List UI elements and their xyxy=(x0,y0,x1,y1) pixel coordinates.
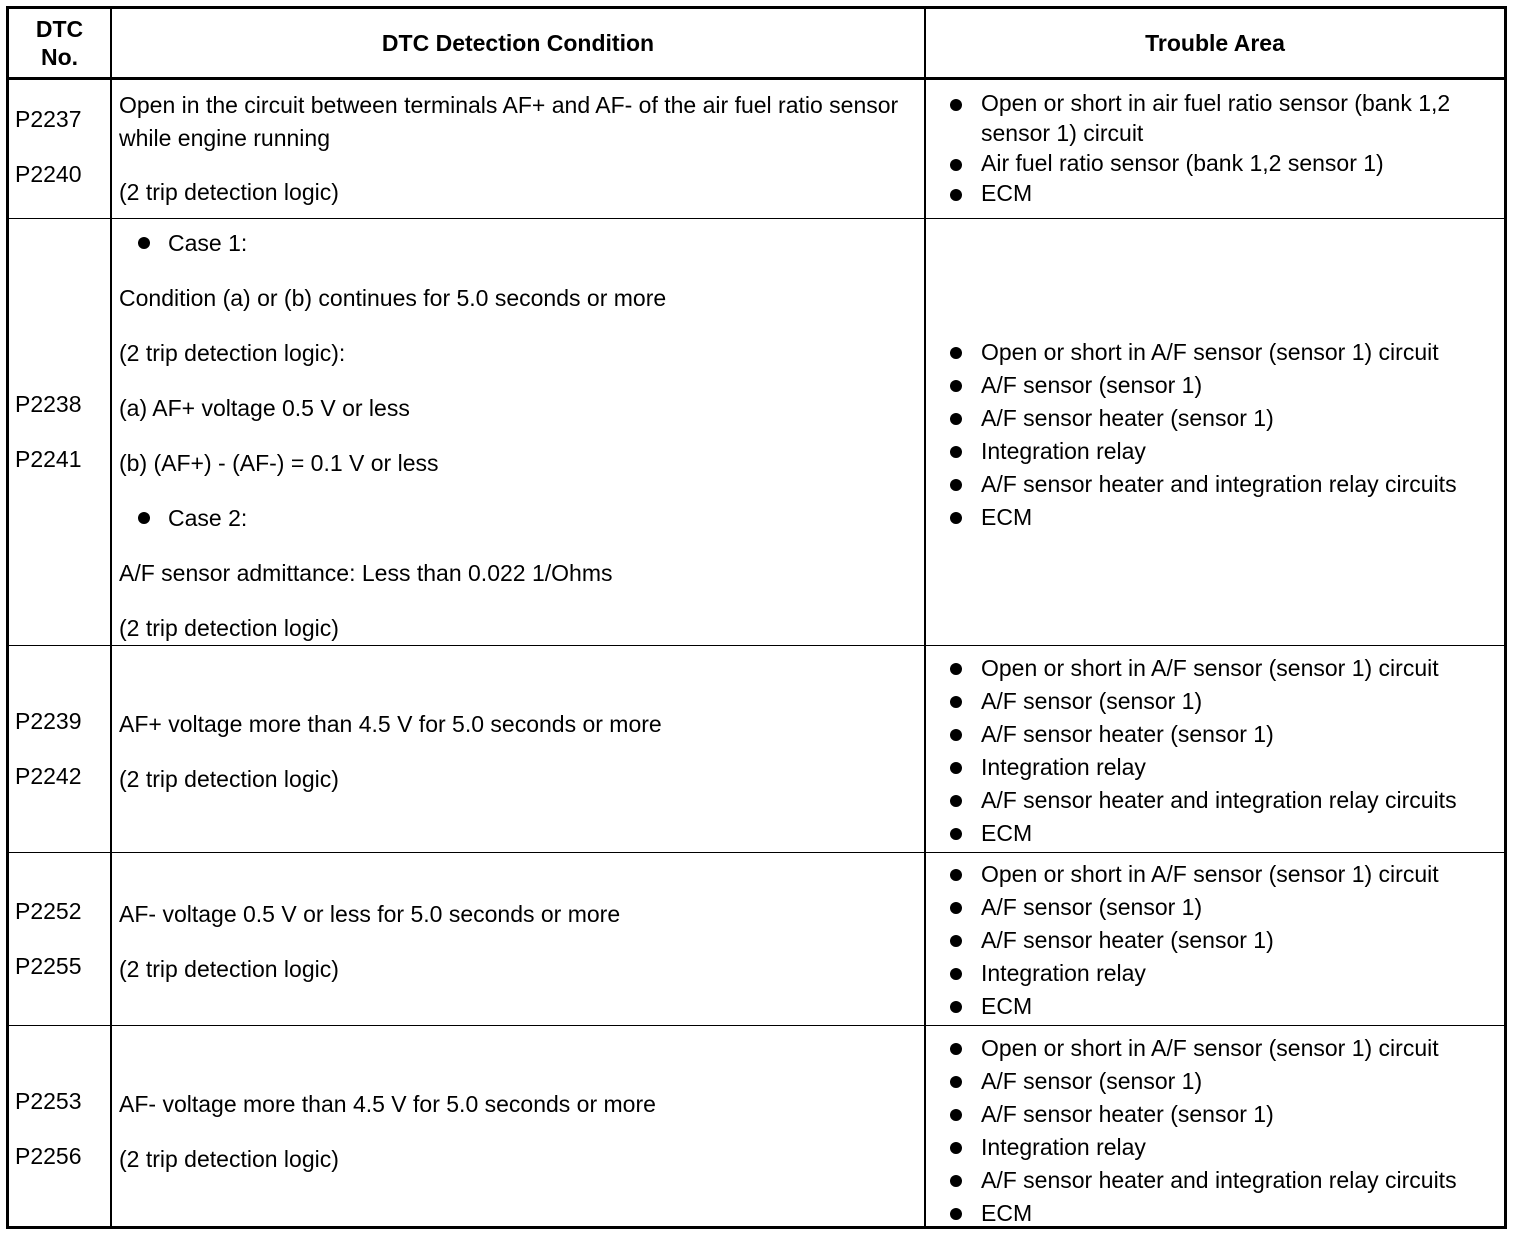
list-item xyxy=(950,891,1498,924)
list-item xyxy=(950,1032,1498,1065)
list-item xyxy=(950,924,1498,957)
trouble-item-text: Integration relay xyxy=(981,960,1146,986)
bullet-icon xyxy=(950,869,962,881)
condition-text: AF+ voltage more than 4.5 V for 5.0 seconds or more xyxy=(119,711,662,737)
trouble-item-text: A/F sensor heater (sensor 1) xyxy=(981,927,1274,953)
dtc-code: P2252 xyxy=(15,898,82,924)
header-dtc-no-line: No. xyxy=(40,44,79,70)
list-item xyxy=(950,751,1498,784)
dtc-code: P2253 xyxy=(15,1088,82,1114)
trouble-item-text: A/F sensor heater (sensor 1) xyxy=(981,721,1274,747)
list-item xyxy=(950,1131,1498,1164)
condition-text: (2 trip detection logic): xyxy=(119,340,346,366)
bullet-icon xyxy=(950,729,962,741)
trouble-item-text: Open or short in A/F sensor (sensor 1) circuit xyxy=(981,339,1439,365)
trouble-item-text: Integration relay xyxy=(981,1134,1146,1160)
dtc-code: P2238 xyxy=(15,391,82,417)
trouble-item-text: Integration relay xyxy=(981,438,1146,464)
bullet-icon xyxy=(950,828,962,840)
bullet-icon xyxy=(950,159,962,171)
list-item xyxy=(950,336,1498,369)
trouble-cell xyxy=(924,853,1504,1025)
list-item xyxy=(950,468,1498,501)
bullet-icon xyxy=(950,446,962,458)
header-dtc-no-label xyxy=(36,15,83,71)
trouble-item-text: ECM xyxy=(981,820,1033,846)
trouble-item-text: Integration relay xyxy=(981,754,1146,780)
bullet-icon xyxy=(950,1109,962,1121)
dtc-cell xyxy=(9,1026,110,1226)
list-item xyxy=(950,435,1498,468)
bullet-icon xyxy=(950,696,962,708)
dtc-cell xyxy=(9,80,110,218)
condition-text: Condition (a) or (b) continues for 5.0 seconds or more xyxy=(119,285,667,311)
bullet-icon xyxy=(950,902,962,914)
bullet-icon xyxy=(950,380,962,392)
trouble-cell xyxy=(924,219,1504,645)
trouble-item-text: A/F sensor (sensor 1) xyxy=(981,372,1203,398)
trouble-cell xyxy=(924,1026,1504,1226)
condition-text: (2 trip detection logic) xyxy=(119,766,339,792)
header-dtc-no-line: DTC xyxy=(35,16,84,42)
bullet-icon xyxy=(950,413,962,425)
condition-text: (2 trip detection logic) xyxy=(119,179,339,205)
list-item xyxy=(950,402,1498,435)
bullet-icon xyxy=(950,1076,962,1088)
dtc-code: P2239 xyxy=(15,708,82,734)
trouble-item-text: ECM xyxy=(981,180,1033,206)
trouble-item-text: Open or short in air fuel ratio sensor (bank 1,2 sensor 1) circuit xyxy=(981,90,1451,146)
list-item xyxy=(950,685,1498,718)
list-item xyxy=(950,957,1498,990)
trouble-item-text: A/F sensor heater (sensor 1) xyxy=(981,405,1274,431)
list-item xyxy=(950,817,1498,850)
header-dtc-no xyxy=(9,9,110,77)
bullet-icon xyxy=(950,512,962,524)
condition-cell xyxy=(110,853,924,1025)
list-item xyxy=(950,1098,1498,1131)
bullet-icon xyxy=(950,1175,962,1187)
list-item xyxy=(950,1164,1498,1197)
dtc-code: P2256 xyxy=(15,1143,82,1169)
list-item xyxy=(950,501,1498,534)
condition-text: (2 trip detection logic) xyxy=(119,1146,339,1172)
bullet-icon xyxy=(950,1208,962,1220)
bullet-icon xyxy=(950,1001,962,1013)
list-item xyxy=(950,784,1498,817)
trouble-item-text: A/F sensor (sensor 1) xyxy=(981,894,1203,920)
case-1-text: Case 1: xyxy=(168,230,248,256)
list-item xyxy=(950,88,1498,148)
trouble-list xyxy=(950,858,1498,1023)
bullet-icon xyxy=(950,968,962,980)
list-item xyxy=(950,1197,1498,1230)
bullet-icon xyxy=(950,347,962,359)
dtc-code: P2255 xyxy=(15,953,82,979)
header-trouble-area-label: Trouble Area xyxy=(1145,30,1285,56)
condition-cell xyxy=(110,219,924,645)
condition-text: (a) AF+ voltage 0.5 V or less xyxy=(119,395,410,421)
table-row xyxy=(9,852,1504,1025)
header-trouble-area xyxy=(924,9,1504,77)
condition-text: Open in the circuit between terminals AF+ and AF- of the air fuel ratio sensor while engine running xyxy=(119,92,899,151)
trouble-item-text: A/F sensor (sensor 1) xyxy=(981,1068,1203,1094)
case-1-label xyxy=(138,227,918,260)
trouble-item-text: A/F sensor heater and integration relay circuits xyxy=(981,787,1457,813)
header-condition-label: DTC Detection Condition xyxy=(381,30,655,56)
dtc-cell xyxy=(9,853,110,1025)
list-item xyxy=(950,990,1498,1023)
dtc-code: P2237 xyxy=(15,106,82,132)
bullet-icon xyxy=(950,189,962,201)
trouble-item-text: ECM xyxy=(981,1200,1033,1226)
dtc-code: P2241 xyxy=(15,446,82,472)
case-2-text: Case 2: xyxy=(168,505,248,531)
condition-text: (2 trip detection logic) xyxy=(119,956,339,982)
table-row xyxy=(9,1025,1504,1226)
table-header-row xyxy=(9,9,1504,80)
dtc-code: P2240 xyxy=(15,161,82,187)
trouble-list xyxy=(950,88,1498,208)
table-row xyxy=(9,218,1504,645)
bullet-icon xyxy=(950,935,962,947)
list-item xyxy=(950,858,1498,891)
dtc-code: P2242 xyxy=(15,763,82,789)
trouble-item-text: A/F sensor heater (sensor 1) xyxy=(981,1101,1274,1127)
header-condition xyxy=(110,9,924,77)
list-item xyxy=(950,1065,1498,1098)
table-row xyxy=(9,645,1504,852)
trouble-list xyxy=(950,336,1498,534)
condition-text: (b) (AF+) - (AF-) = 0.1 V or less xyxy=(119,450,439,476)
dtc-cell xyxy=(9,646,110,852)
list-item xyxy=(950,148,1498,178)
trouble-item-text: ECM xyxy=(981,993,1033,1019)
trouble-item-text: Open or short in A/F sensor (sensor 1) circuit xyxy=(981,1035,1439,1061)
trouble-item-text: Open or short in A/F sensor (sensor 1) circuit xyxy=(981,655,1439,681)
trouble-item-text: Air fuel ratio sensor (bank 1,2 sensor 1) xyxy=(981,150,1384,176)
trouble-item-text: A/F sensor heater and integration relay circuits xyxy=(981,471,1457,497)
list-item xyxy=(950,718,1498,751)
condition-text: AF- voltage 0.5 V or less for 5.0 seconds or more xyxy=(119,901,621,927)
list-item xyxy=(950,369,1498,402)
condition-cell xyxy=(110,1026,924,1226)
list-item xyxy=(950,178,1498,208)
bullet-icon xyxy=(950,1142,962,1154)
trouble-cell xyxy=(924,646,1504,852)
dtc-table xyxy=(6,6,1507,1229)
bullet-icon xyxy=(138,512,150,524)
condition-text: A/F sensor admittance: Less than 0.022 1/Ohms xyxy=(119,560,613,586)
trouble-item-text: A/F sensor (sensor 1) xyxy=(981,688,1203,714)
bullet-icon xyxy=(950,762,962,774)
trouble-cell xyxy=(924,80,1504,218)
bullet-icon xyxy=(138,237,150,249)
bullet-icon xyxy=(950,663,962,675)
condition-cell xyxy=(110,646,924,852)
trouble-list xyxy=(950,652,1498,850)
dtc-cell xyxy=(9,219,110,645)
condition-text: (2 trip detection logic) xyxy=(119,615,339,641)
case-2-label xyxy=(138,502,918,535)
condition-cell xyxy=(110,80,924,218)
bullet-icon xyxy=(950,99,962,111)
trouble-item-text: A/F sensor heater and integration relay circuits xyxy=(981,1167,1457,1193)
condition-text: AF- voltage more than 4.5 V for 5.0 seconds or more xyxy=(119,1091,656,1117)
bullet-icon xyxy=(950,795,962,807)
bullet-icon xyxy=(950,1043,962,1055)
trouble-item-text: Open or short in A/F sensor (sensor 1) circuit xyxy=(981,861,1439,887)
list-item xyxy=(950,652,1498,685)
trouble-list xyxy=(950,1032,1498,1230)
trouble-item-text: ECM xyxy=(981,504,1033,530)
table-row xyxy=(9,80,1504,218)
bullet-icon xyxy=(950,479,962,491)
